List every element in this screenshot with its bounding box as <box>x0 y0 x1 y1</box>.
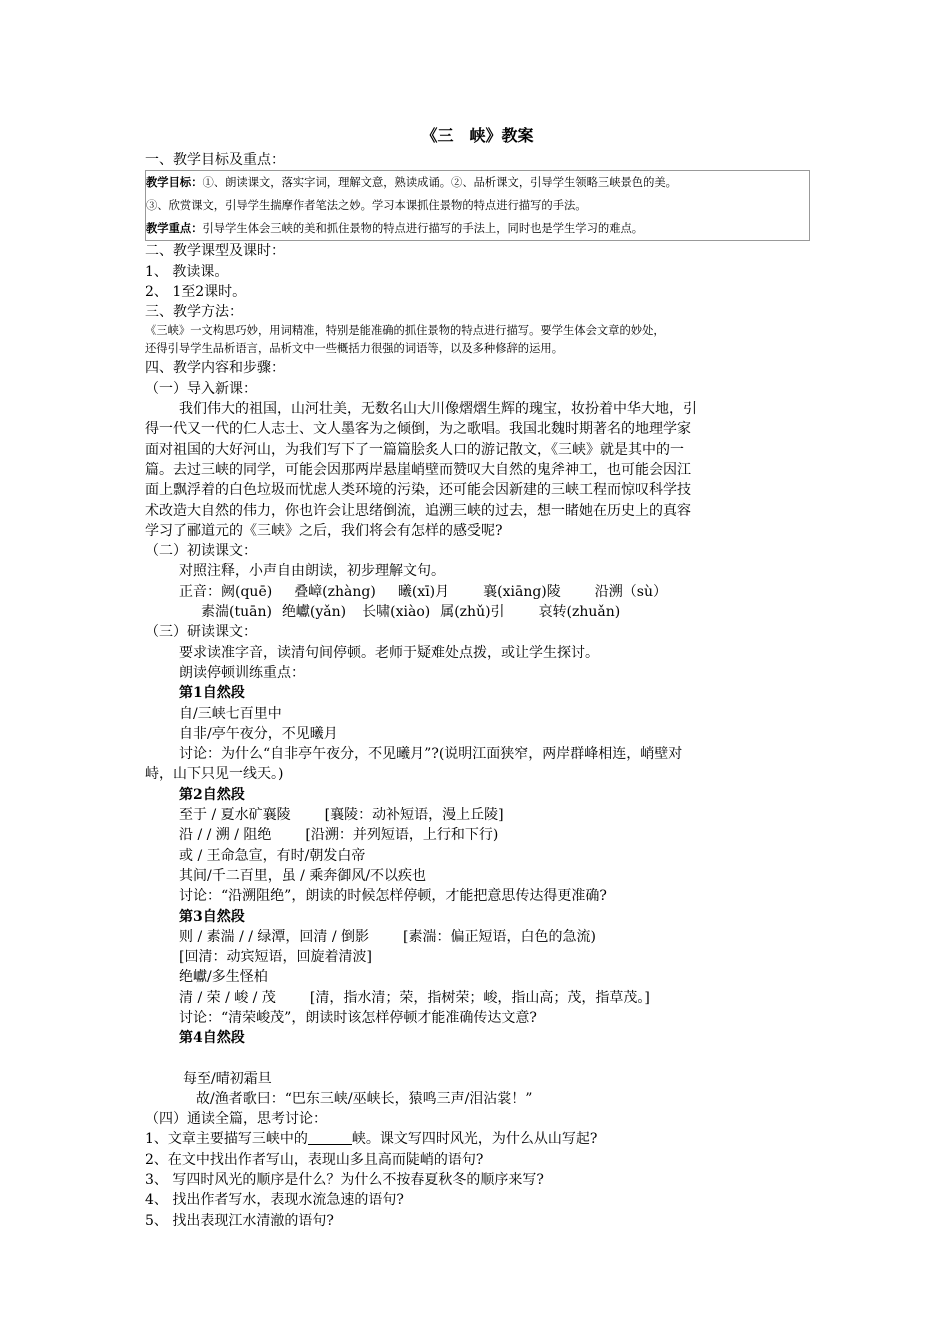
intro-line-2: 得一代又一代的仁人志士、文人墨客为之倾倒，为之歌唱。我国北魏时期著名的地理学家 <box>145 421 691 438</box>
pause-note: [沿溯：并列短语，上行和下行) <box>305 827 499 844</box>
pause-note: [襄陵：动补短语，漫上丘陵] <box>324 807 504 824</box>
pronunciation-row-1 <box>145 582 810 602</box>
pronunciation-item: 阙(quē) <box>221 583 273 600</box>
pause-text: 则 / 素湍 / / 绿潭，回清 / 倒影 <box>179 928 370 945</box>
intro-line-3: 面对祖国的大好河山，为我们写下了一篇篇脍炙人口的游记散文，《三峡》就是其中的一 <box>145 441 684 458</box>
paragraph-4-line-1: 每至/晴初霜旦 <box>183 1070 272 1087</box>
goals-label: 教学目标： <box>146 175 203 190</box>
question-2: 2、在文中找出作者写山，表现山多且高而陡峭的语句? <box>145 1151 484 1168</box>
step-heading-study: （三）研读课文： <box>145 624 257 641</box>
question-1-text: 1、文章主要描写三峡中的 <box>145 1131 308 1148</box>
paragraph-3-line-4 <box>145 988 810 1008</box>
paragraph-1-line-2: 自非/亭午夜分，不见曦月 <box>179 725 338 742</box>
question-1-text-end: 峡。课文写四时风光，为什么从山写起? <box>351 1131 598 1148</box>
paragraph-3-heading: 第3自然段 <box>179 908 245 925</box>
fill-blank <box>308 1131 352 1145</box>
paragraph-1-heading: 第1自然段 <box>179 685 245 702</box>
paragraph-2-heading: 第2自然段 <box>179 786 245 803</box>
intro-line-4: 篇。去过三峡的同学，可能会因那两岸悬崖峭壁而赞叹大自然的鬼斧神工，也可能会因江 <box>145 461 691 478</box>
type-item-1: 1、 教读课。 <box>145 263 229 280</box>
document-page <box>145 124 810 1231</box>
pronunciation-label: 正音： <box>179 583 221 600</box>
paragraph-4-heading: 第4自然段 <box>179 1030 245 1047</box>
type-item-2: 2、 1至2课时。 <box>145 283 247 300</box>
pause-text: 清 / 荣 / 峻 / 茂 <box>179 989 276 1006</box>
section-heading-type: 二、教学课型及课时： <box>145 243 285 260</box>
pause-text: 沿 / / 溯 / 阻绝 <box>179 827 272 844</box>
intro-line-1: 我们伟大的祖国，山河壮美，无数名山大川像熠熠生辉的瑰宝，妆扮着中华大地，引 <box>179 401 697 418</box>
pronunciation-item: 长啸(xiào) <box>362 604 431 621</box>
key-points-line <box>146 217 809 240</box>
study-instruction: 要求读准字音，读清句间停顿。老师于疑难处点拨，或让学生探讨。 <box>179 644 599 661</box>
question-1 <box>145 1129 810 1149</box>
intro-line-5: 面上飘浮着的白色垃圾而忧虑人类环境的污染，还可能会因新建的三峡工程而惊叹科学技 <box>145 482 691 499</box>
key-points-label: 教学重点： <box>146 221 203 236</box>
paragraph-4-line-2: 故/渔者歌曰：“巴东三峡/巫峡长，猿鸣三声/泪沾裳！” <box>196 1090 533 1107</box>
paragraph-2-line-1 <box>145 805 810 825</box>
section-heading-method: 三、教学方法： <box>145 304 243 321</box>
pronunciation-item: 属(zhǔ)引 <box>440 604 505 621</box>
question-3: 3、 写四时风光的顺序是什么？为什么不按春夏秋冬的顺序来写? <box>145 1172 544 1189</box>
paragraph-2-line-3: 或 / 王命急宣，有时/朝发白帝 <box>179 847 366 864</box>
step-heading-discussion: （四）通读全篇，思考讨论： <box>145 1111 327 1128</box>
method-line-1: 《三峡》一文构思巧妙，用词精准，特别是能准确的抓住景物的特点进行描写。要学生体会文章的妙处， <box>145 324 665 338</box>
goals-box <box>145 170 810 241</box>
goals-text-1: ①、朗读课文，落实字词，理解文意，熟读成诵。②、品析课文，引导学生领略三峡景色的美。 <box>202 176 677 190</box>
paragraph-2-line-2 <box>145 825 810 845</box>
pronunciation-item: 素湍(tuān) <box>201 604 272 621</box>
paragraph-3-discussion: 讨论：“清荣峻茂”，朗读时该怎样停顿才能准确传达文意? <box>179 1009 537 1026</box>
question-4: 4、 找出作者写水，表现水流急速的语句? <box>145 1192 404 1209</box>
step-heading-first-read: （二）初读课文： <box>145 543 257 560</box>
intro-line-7: 学习了郦道元的《三峡》之后，我们将会有怎样的感受呢? <box>145 522 503 539</box>
paragraph-3-line-1 <box>145 927 810 947</box>
goals-line-1 <box>146 171 809 194</box>
document-title: 《三 峡》教案 <box>421 126 534 145</box>
method-line-2: 还得引导学生品析语言，品析文中一些概括力很强的词语等，以及多种修辞的运用。 <box>145 342 563 356</box>
pause-note: [清，指水清；荣，指树荣；峻，指山高；茂，指草茂。] <box>309 989 650 1006</box>
pronunciation-item: 哀转(zhuǎn) <box>538 604 621 621</box>
pronunciation-item: 沿溯（sù） <box>594 583 667 600</box>
question-5: 5、 找出表现江水清澈的语句? <box>145 1212 334 1229</box>
pronunciation-item: 襄(xiāng)陵 <box>483 583 561 600</box>
pronunciation-item: 叠嶂(zhàng) <box>294 583 376 600</box>
paragraph-1-line-1: 自/三峡七百里中 <box>179 705 282 722</box>
paragraph-1-discussion-2: 峙，山下只见一线天。) <box>145 766 284 783</box>
section-heading-steps: 四、教学内容和步骤： <box>145 360 285 377</box>
pause-text: 至于 / 夏水矿襄陵 <box>179 807 291 824</box>
intro-line-6: 术改造大自然的伟力，你也许会让思绪倒流，追溯三峡的过去，想一睹她在历史上的真容 <box>145 502 691 519</box>
section-heading-goals: 一、教学目标及重点： <box>145 152 285 168</box>
paragraph-2-line-4: 其间/千二百里，虽 / 乘奔御风/不以疾也 <box>179 867 427 884</box>
pause-training-heading: 朗读停顿训练重点： <box>179 664 305 681</box>
pronunciation-item: 曦(xī)月 <box>397 583 450 600</box>
paragraph-1-discussion-1: 讨论：为什么“自非亭午夜分，不见曦月”?(说明江面狭窄，两岸群峰相连，峭壁对 <box>179 746 683 763</box>
paragraph-3-line-3: 绝巘/多生怪柏 <box>179 969 268 986</box>
pronunciation-item: 绝巘(yǎn) <box>281 604 347 621</box>
goals-line-2: ③、欣赏课文，引导学生揣摩作者笔法之妙。学习本课抓住景物的特点进行描写的手法。 <box>146 199 587 213</box>
pronunciation-row-2 <box>145 602 810 622</box>
first-read-instruction: 对照注释，小声自由朗读，初步理解文句。 <box>179 563 445 580</box>
paragraph-3-line-2: [回清：动宾短语，回旋着清波] <box>179 949 372 966</box>
paragraph-2-discussion: 讨论：“沿溯阻绝”，朗读的时候怎样停顿，才能把意思传达得更准确? <box>179 888 607 905</box>
step-heading-intro: （一）导入新课： <box>145 380 257 397</box>
key-points-text: 引导学生体会三峡的美和抓住景物的特点进行描写的手法上，同时也是学生学习的难点。 <box>202 222 644 236</box>
pause-note: [素湍：偏正短语，白色的急流) <box>403 928 596 945</box>
